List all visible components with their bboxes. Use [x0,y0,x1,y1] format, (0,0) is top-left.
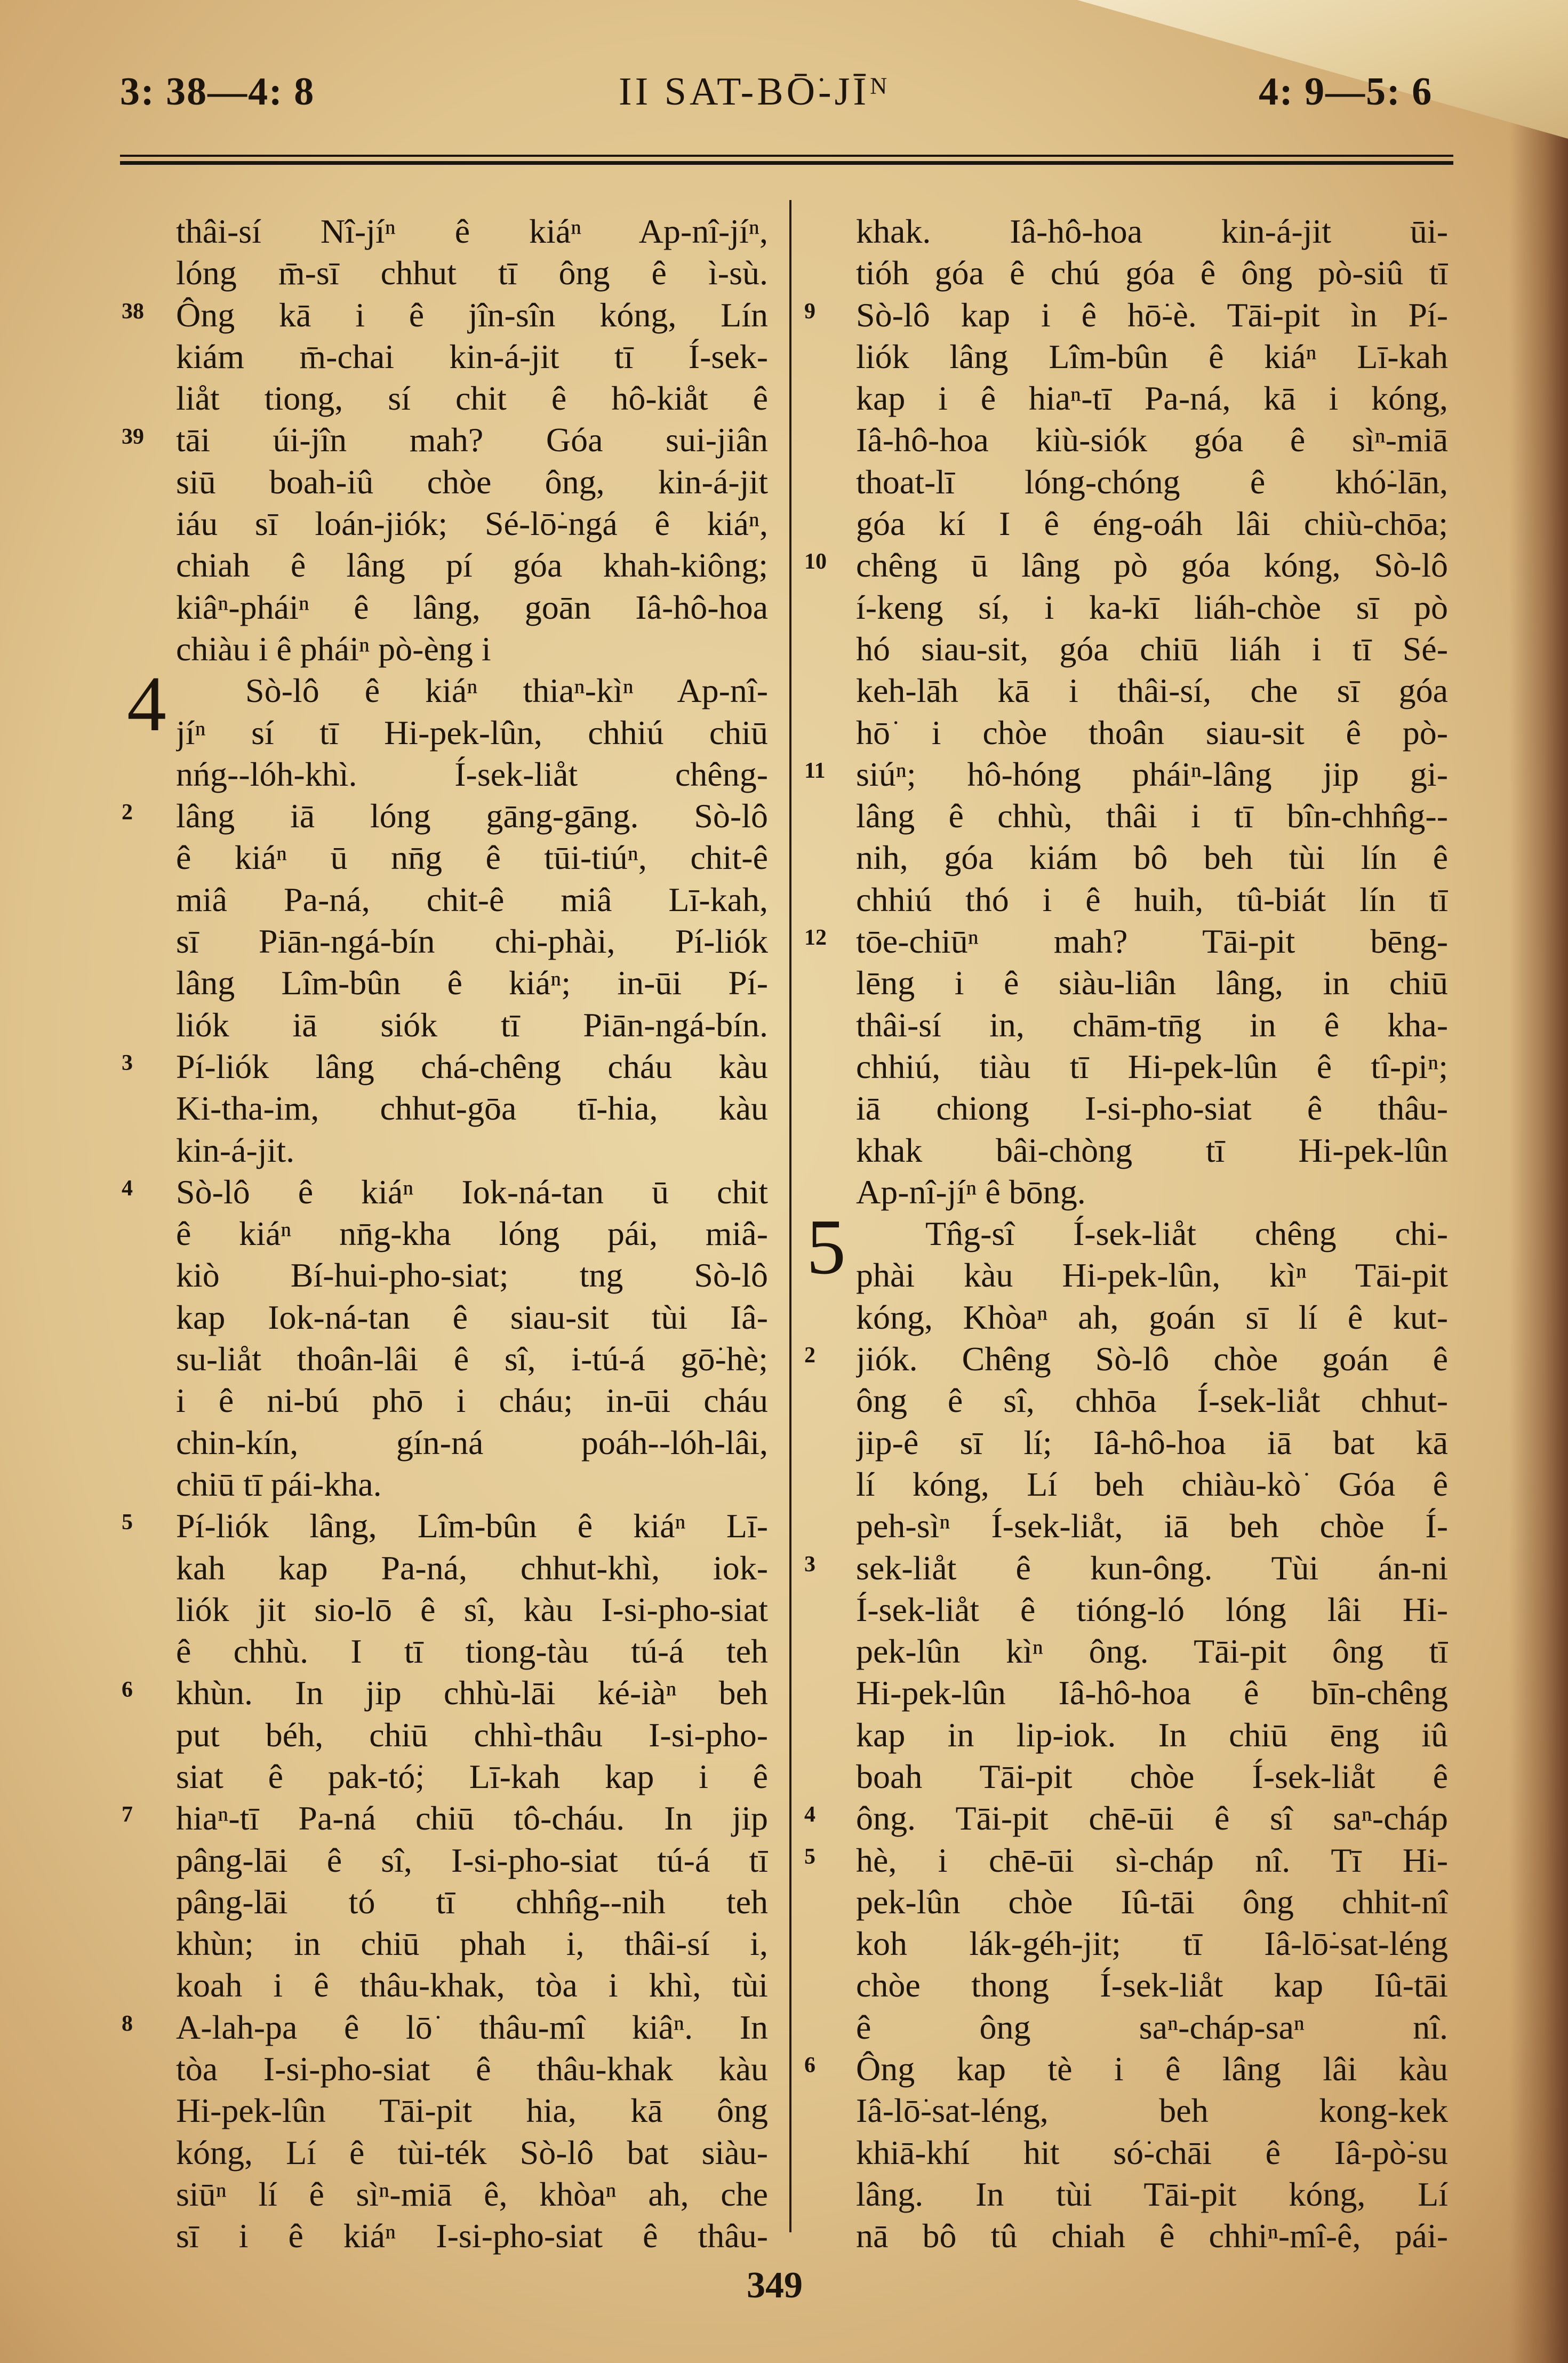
text-line: ê kiáⁿ nn̄g-kha lóng pái, miâ- [176,1215,768,1253]
verse-number: 3 [804,1552,815,1577]
text-line: chòe thong Í-sek-liåt kap Iû-tāi [856,1966,1448,2005]
text-line: Iâ-lō͘-sat-léng, beh kong-kek [856,2091,1448,2130]
worn-page-edge [1509,0,1568,2363]
left-column [176,211,768,2257]
verse-number: 2 [804,1343,815,1368]
text-line: siúⁿ; hô-hóng pháiⁿ-lâng jip gi- [856,755,1448,793]
text-line: lâng. In tùi Tāi-pit kóng, Lí [856,2175,1448,2213]
text-line: Sò-lô kap i ê hō͘-è. Tāi-pit ìn Pí- [856,296,1448,334]
text-line: liåt tiong, sí chit ê hô-kiåt ê [176,379,768,418]
text-line: kin-á-jit. [176,1131,295,1169]
text-line: lóng m̄-sī chhut tī ông ê ì-sù. [176,254,768,292]
text-line: Ap-nî-jíⁿ ê bōng. [856,1172,1086,1211]
text-line: Í-sek-liåt ê tióng-ló lóng lâi Hi- [856,1590,1448,1628]
text-line: í-keng sí, i ka-kī liáh-chòe sī pò [856,588,1448,626]
text-line: kiâⁿ-pháiⁿ ê lâng, goān Iâ-hô-hoa [176,588,768,626]
text-line: sek-liåt ê kun-ông. Tùi án-ni [856,1548,1448,1587]
text-line: Ki-tha-im, chhut-gōa tī-hia, kàu [176,1089,768,1128]
text-line: ông. Tāi-pit chē-ūi ê sî saⁿ-cháp [856,1799,1448,1838]
text-line: chêng ū lâng pò góa kóng, Sò-lô [856,546,1448,585]
text-line: hó siau-sit, góa chiū liáh i tī Sé- [856,629,1448,668]
text-line: jiók. Chêng Sò-lô chòe goán ê [856,1340,1448,1378]
verse-number: 39 [122,424,144,449]
text-line: phài kàu Hi-pek-lûn, kìⁿ Tāi-pit [856,1256,1448,1295]
text-line: khùn; in chiū phah i, thâi-sí i, [176,1925,768,1963]
text-line: siūⁿ lí ê sìⁿ-miā ê, khòaⁿ ah, che [176,2175,768,2213]
text-line: Iâ-hô-hoa kiù-siók góa ê sìⁿ-miā [856,421,1448,459]
verse-number: 7 [122,1802,133,1827]
text-line: iáu sī loán-jiók; Sé-lō͘-ngá ê kiáⁿ, [176,505,768,543]
text-line: pâng-lāi ê sî, I-si-pho-siat tú-á tī [176,1841,768,1879]
text-line: Hi-pek-lûn Tāi-pit hia, kā ông [176,2091,768,2130]
text-line: iā chiong I-si-pho-siat ê thâu- [856,1089,1448,1128]
chapter-number: 4 [127,660,166,748]
text-line: tòa I-si-pho-siat ê thâu-khak kàu [176,2050,768,2088]
text-line: nih, góa kiám bô beh tùi lín ê [856,839,1448,877]
text-line: put béh, chiū chhì-thâu I-si-pho- [176,1715,768,1754]
text-line: lí kóng, Lí beh chiàu-kò͘ Góa ê [856,1465,1448,1503]
text-line: siat ê pak-tó͘; Lī-kah kap i ê [176,1757,768,1795]
verse-number: 5 [122,1510,133,1535]
text-line: boah Tāi-pit chòe Í-sek-liåt ê [856,1757,1448,1795]
text-line: khùn. In jip chhù-lāi ké-iàⁿ beh [176,1674,768,1712]
text-line: A-lah-pa ê lō͘ thâu-mî kiâⁿ. In [176,2008,768,2046]
text-line: Hi-pek-lûn Iâ-hô-hoa ê bīn-chêng [856,1674,1448,1712]
verse-number: 10 [804,549,827,574]
text-line: thoat-lī lóng-chóng ê khó͘-lān, [856,462,1448,501]
text-line: kap Iok-ná-tan ê siau-sit tùi Iâ- [176,1298,768,1336]
text-line: liók iā siók tī Piān-ngá-bín. [176,1005,768,1044]
text-line: Ông kap tè i ê lâng lâi kàu [856,2050,1448,2088]
header-rule-thick [120,161,1453,165]
text-line: jíⁿ sí tī Hi-pek-lûn, chhiú chiū [176,713,768,752]
text-line: liók lâng Lîm-bûn ê kiáⁿ Lī-kah [856,337,1448,376]
text-line: kah kap Pa-ná, chhut-khì, iok- [176,1548,768,1587]
text-line: chiah ê lâng pí góa khah-kiông; [176,546,768,585]
text-line: i ê ni-bú phō i cháu; in-ūi cháu [176,1382,768,1420]
text-line: thâi-sí in, chām-tn̄g in ê kha- [856,1005,1448,1044]
text-line: nā bô tû chiah ê chhiⁿ-mî-ê, pái- [856,2217,1448,2255]
text-line: lâng iā lóng gāng-gāng. Sò-lô [176,797,768,835]
text-line: lâng ê chhù, thâi i tī bîn-chhn̂g-- [856,797,1448,835]
text-line: hiaⁿ-tī Pa-ná chiū tô-cháu. In jip [176,1799,768,1838]
verse-number: 6 [122,1677,133,1702]
text-line: khak bâi-chòng tī Hi-pek-lûn [856,1131,1448,1169]
text-line: koah i ê thâu-khak, tòa i khì, tùi [176,1966,768,2005]
text-line: miâ Pa-ná, chit-ê miâ Lī-kah, [176,880,768,919]
text-line: chhiú thó i ê huih, tû-biát lín tī [856,880,1448,919]
verse-number: 5 [804,1844,815,1869]
text-line: ê ông saⁿ-cháp-saⁿ nî. [856,2008,1448,2046]
text-line: Pí-liók lâng chá-chêng cháu kàu [176,1047,768,1085]
header-right-reference: 4: 9—5: 6 [1259,70,1433,114]
text-line: kóng, Lí ê tùi-ték Sò-lô bat siàu- [176,2133,768,2172]
verse-number: 9 [804,299,815,324]
text-line: chiū tī pái-kha. [176,1465,382,1503]
header-rule-thin [120,155,1453,157]
text-line: liók jit sio-lō ê sî, kàu I-si-pho-siat [176,1590,768,1628]
verse-number: 3 [122,1051,133,1075]
verse-number: 11 [804,758,826,783]
text-line: lâng Lîm-bûn ê kiáⁿ; in-ūi Pí- [176,964,768,1002]
verse-number: 8 [122,2011,133,2036]
text-line: sī Piān-ngá-bín chi-phài, Pí-liók [176,922,768,961]
text-line: ông ê sî, chhōa Í-sek-liåt chhut- [856,1382,1448,1420]
text-line: kóng, Khòaⁿ ah, goán sī lí ê kut- [856,1298,1448,1336]
text-line: koh lák-géh-jit; tī Iâ-lō͘-sat-léng [856,1925,1448,1963]
text-line: Sò-lô ê kiáⁿ thiaⁿ-kìⁿ Ap-nî- [245,672,768,710]
text-line: khak. Iâ-hô-hoa kin-á-jit ūi- [856,212,1448,250]
text-line: siū boah-iû chòe ông, kin-á-jit [176,462,768,501]
text-line: góa kí I ê éng-oáh lâi chiù-chōa; [856,505,1448,543]
text-line: su-liåt thoân-lâi ê sî, i-tú-á gō͘-hè; [176,1340,768,1378]
text-line: lēng i ê siàu-liân lâng, in chiū [856,964,1448,1002]
text-line: peh-sìⁿ Í-sek-liåt, iā beh chòe Í- [856,1507,1448,1545]
text-line: hō͘ i chòe thoân siau-sit ê pò- [856,713,1448,752]
header-book-title: II SAT-BŌ͘-JĪᴺ [619,70,891,114]
verse-number: 38 [122,299,144,324]
verse-number: 12 [804,925,827,951]
text-line: ê kiáⁿ ū nn̄g ê tūi-tiúⁿ, chit-ê [176,839,768,877]
page-number: 349 [747,2265,803,2306]
text-line: kap in lip-iok. In chiū ēng iû [856,1715,1448,1754]
verse-number: 4 [122,1176,133,1201]
text-line: thâi-sí Nî-jíⁿ ê kiáⁿ Ap-nî-jíⁿ, [176,212,768,250]
verse-number: 4 [804,1802,815,1827]
right-column [856,211,1448,2257]
text-line: ê chhù. I tī tiong-tàu tú-á teh [176,1632,768,1671]
text-line: kap i ê hiaⁿ-tī Pa-ná, kā i kóng, [856,379,1448,418]
text-line: pek-lûn chòe Iû-tāi ông chhit-nî [856,1882,1448,1921]
text-line: keh-lāh kā i thâi-sí, che sī góa [856,672,1448,710]
text-line: chhiú, tiàu tī Hi-pek-lûn ê tî-piⁿ; [856,1047,1448,1085]
text-line: tāi úi-jîn mah? Góa sui-jiân [176,421,768,459]
text-line: pâng-lāi tó tī chhn̂g--nih teh [176,1882,768,1921]
text-line: chiàu i ê pháiⁿ pò-èng i [176,629,491,668]
text-line: pek-lûn kìⁿ ông. Tāi-pit ông tī [856,1632,1448,1671]
text-line: khiā-khí hit só͘-chāi ê Iâ-pò͘-su [856,2133,1448,2172]
text-line: Pí-liók lâng, Lîm-bûn ê kiáⁿ Lī- [176,1507,768,1545]
text-line: Sò-lô ê kiáⁿ Iok-ná-tan ū chit [176,1172,768,1211]
text-line: kiò Bí-hui-pho-siat; tng Sò-lô [176,1256,768,1295]
text-line: tōe-chiūⁿ mah? Tāi-pit bēng- [856,922,1448,961]
text-line: hè, i chē-ūi sì-cháp nî. Tī Hi- [856,1841,1448,1879]
header-left-reference: 3: 38—4: 8 [120,70,315,114]
verse-number: 6 [804,2053,815,2078]
text-line: nńg--lóh-khì. Í-sek-liåt chêng- [176,755,768,793]
column-divider [789,200,791,2232]
text-line: tióh góa ê chú góa ê ông pò-siû tī [856,254,1448,292]
text-line: Ông kā i ê jîn-sîn kóng, Lín [176,296,768,334]
chapter-number: 5 [806,1203,846,1291]
verse-number: 2 [122,800,133,825]
text-line: jip-ê sī lí; Iâ-hô-hoa iā bat kā [856,1423,1448,1462]
text-line: Tn̂g-sî Í-sek-liåt chêng chi- [925,1215,1448,1253]
text-line: sī i ê kiáⁿ I-si-pho-siat ê thâu- [176,2217,768,2255]
text-line: chin-kín, gín-ná poáh--lóh-lâi, [176,1423,768,1462]
text-line: kiám m̄-chai kin-á-jit tī Í-sek- [176,337,768,376]
